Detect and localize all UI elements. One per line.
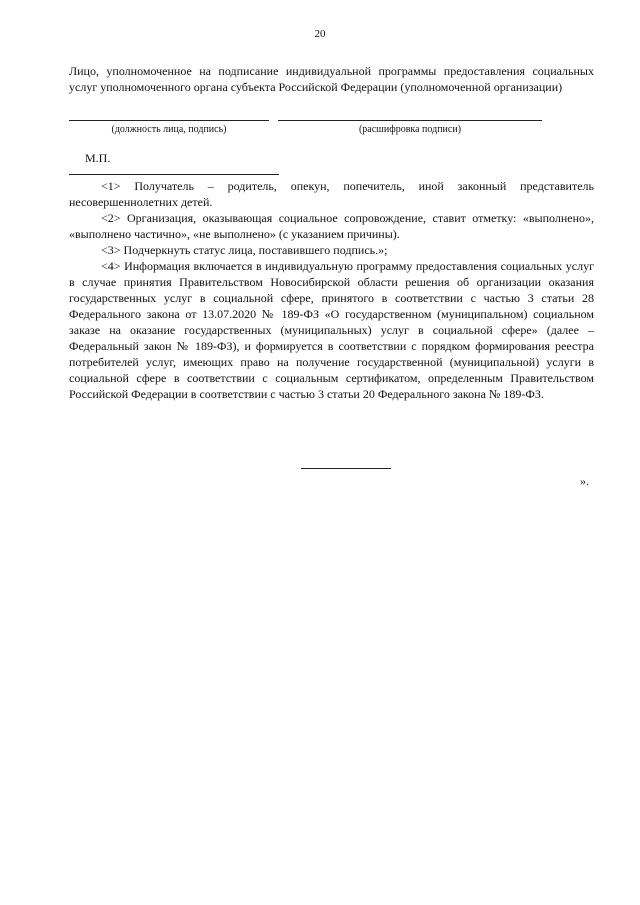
- page-number: 20: [314, 28, 326, 40]
- authorized-person-text: Лицо, уполномоченное на подписание индивидуальной программы предоставления социальных услуг уполномоченного органа субъекта Российской Федерации (уполномоченной организации): [69, 64, 594, 94]
- stamp-label: М.П.: [85, 151, 111, 165]
- footnote-separator: [69, 174, 279, 175]
- closing-line: [301, 468, 391, 469]
- signature-caption-name: (расшифровка подписи): [358, 124, 462, 135]
- signature-caption-position: (должность лица, подпись): [111, 124, 227, 135]
- signature-line-position: [69, 120, 269, 121]
- closing-quote: ».: [580, 474, 589, 488]
- footnote-4: <4> Информация включается в индивидуальную программу предоставления социальных услуг в случае принятия Правительством Новосибирской области решения об организации оказания государственных услуг в социальной сфере, принятого в соответствии с частью 3 статьи 28 Федерального закона от 13.07.2020 № 189-ФЗ «О государственном (муниципальном) социальном заказе на оказание государственных (муниципальных) услуг в социальной сфере» (далее – Федеральный закон № 189-ФЗ), и формируется в соответствии с порядком формирования реестра потребителей услуг, имеющих право на получение государственной (муниципальной) услуги в социальной сфере в соответствии с социальным сертификатом, определенным Правительством Российской Федерации в соответствии с частью 3 статьи 20 Федерального закона № 189-ФЗ.: [69, 259, 594, 401]
- signature-line-name: [278, 120, 542, 121]
- footnotes: [69, 178, 594, 402]
- footnote-3: <3> Подчеркнуть статус лица, поставившего подпись.»;: [101, 243, 388, 257]
- footnote-2: <2> Организация, оказывающая социальное сопровождение, ставит отметку: «выполнено», «выполнено частично», «не выполнено» (с указанием причины).: [69, 211, 594, 241]
- footnote-1: <1> Получатель – родитель, опекун, попечитель, иной законный представитель несовершеннолетних детей.: [69, 179, 594, 209]
